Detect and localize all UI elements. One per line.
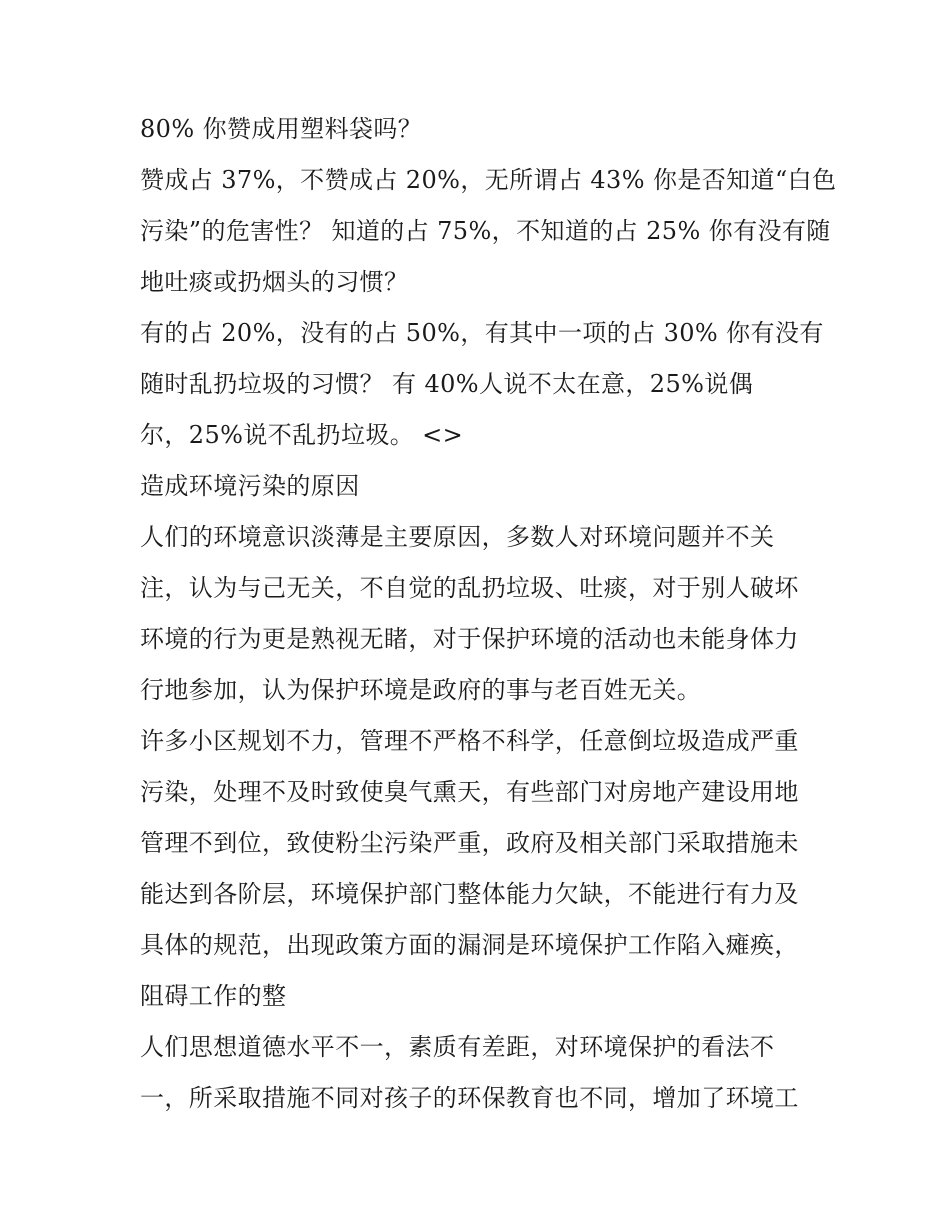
text-line: 人们的环境意识淡薄是主要原因，多数人对环境问题并不关 xyxy=(140,523,775,551)
text-line: 许多小区规划不力，管理不严格不科学，任意倒垃圾造成严重 xyxy=(140,727,799,755)
text-line: 污染，处理不及时致使臭气熏天，有些部门对房地产建设用地 xyxy=(140,778,799,806)
text-line: 80% 你赞成用塑料袋吗？ xyxy=(140,115,423,143)
text-line: 一，所采取措施不同对孩子的环保教育也不同，增加了环境工 xyxy=(140,1084,799,1112)
text-line: 污染”的危害性？ 知道的占 75%，不知道的占 25% 你有没有随 xyxy=(140,217,831,245)
text-line: 有的占 20%，没有的占 50%，有其中一项的占 30% 你有没有 xyxy=(140,319,824,347)
text-line: 人们思想道德水平不一，素质有差距，对环境保护的看法不 xyxy=(140,1033,775,1061)
text-line: 尔，25%说不乱扔垃圾。 <> xyxy=(140,421,464,449)
text-line: 能达到各阶层，环境保护部门整体能力欠缺，不能进行有力及 xyxy=(140,880,799,908)
text-line: 赞成占 37%，不赞成占 20%，无所谓占 43% 你是否知道“白色 xyxy=(140,166,837,194)
text-line: 随时乱扔垃圾的习惯？ 有 40%人说不太在意，25%说偶 xyxy=(140,370,754,398)
text-line: 阻碍工作的整 xyxy=(140,982,287,1010)
text-line: 地吐痰或扔烟头的习惯？ xyxy=(140,268,409,296)
text-line: 管理不到位，致使粉尘污染严重，政府及相关部门采取措施未 xyxy=(140,829,799,857)
section-heading: 造成环境污染的原因 xyxy=(140,472,360,500)
text-line: 环境的行为更是熟视无睹，对于保护环境的活动也未能身体力 xyxy=(140,625,799,653)
text-line: 具体的规范，出现政策方面的漏洞是环境保护工作陷入瘫痪， xyxy=(140,931,799,959)
text-line: 行地参加，认为保护环境是政府的事与老百姓无关。 xyxy=(140,676,702,704)
text-line: 注，认为与己无关，不自觉的乱扔垃圾、吐痰，对于别人破坏 xyxy=(140,574,799,602)
